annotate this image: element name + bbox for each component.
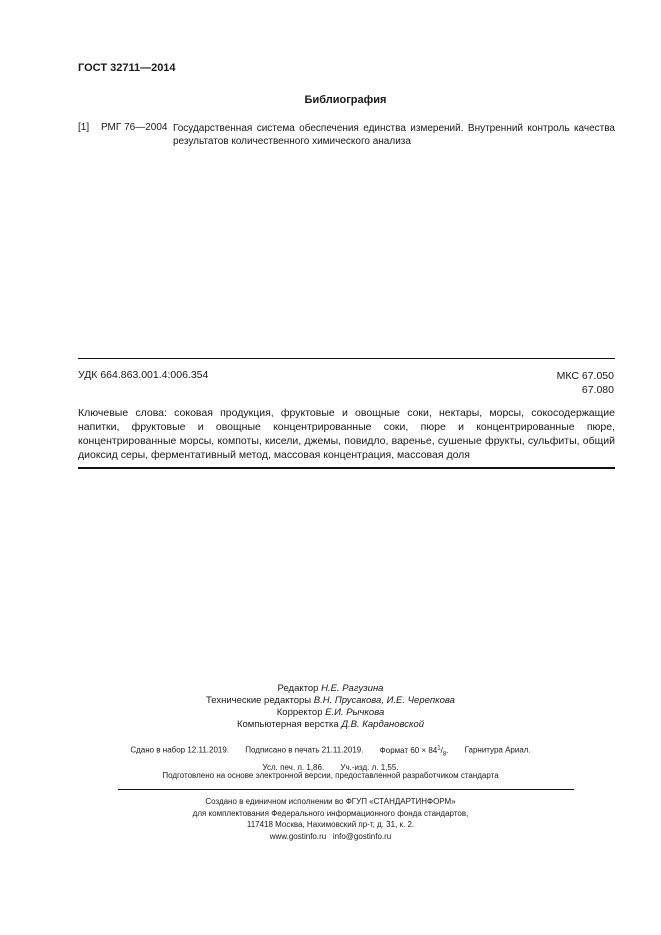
credit-layout [0,719,661,731]
credit-role: Компьютерная верстка [236,719,339,730]
credit-name: В.Н. Прусакова, И.Е. Черепкова [313,695,455,706]
imprint-typeface: Гарнитура Ариал. [464,745,531,755]
credit-name: Д.В. Кардановской [341,719,425,730]
imprint-print-sheets: Усл. печ. л. 1,86. [262,763,325,773]
bibliography-entry-number: [1] [78,122,90,133]
publisher-block [0,796,661,842]
credit-editor [0,683,661,695]
publisher-contacts [0,831,661,843]
imprint-format-prefix: Формат 60 × 84 [379,745,438,755]
mks-line-1: МКС 67.050 [556,370,614,382]
keywords-divider [78,467,615,469]
keywords-paragraph: Ключевые слова: соковая продукция, фруктовые и овощные соки, нектары, морсы, сокосодержащие напитки, фруктовые и овощные концентрированные соки, пюре и концентрированные пюре, концентрированные морсы, компоты, кисели, джемы, повидло, варенье, сушеные фрукты, сульфиты, общий диоксид серы, ферментативный метод, массовая концентрация, массовая доля [78,407,615,461]
imprint-format-den: 8 [442,751,447,758]
credit-role: Технические редакторы [206,695,312,706]
credit-role: Редактор [277,683,319,694]
prepared-note: Подготовлено на основе электронной версии, предоставленной разработчиком стандарта [162,771,499,780]
credit-name: Н.Е. Рагузина [321,683,384,694]
publisher-line-1: Создано в единичном исполнении во ФГУП «СТАНДАРТИНФОРМ» [205,797,456,806]
bibliography-entry-text: Государственная система обеспечения единства измерений. Внутренний контроль качества результатов количественного химического анализа [173,123,615,147]
bibliography-entry-code: РМГ 76—2004 [101,122,168,133]
imprint-block [0,742,661,774]
document-header: ГОСТ 32711—2014 [78,62,176,74]
credit-role: Корректор [276,707,323,718]
imprint-set-date: Сдано в набор 12.11.2019. [130,745,230,755]
publisher-line-2: для комплектования Федерального информационного фонда стандартов, [192,808,469,818]
publisher-divider [118,789,574,790]
imprint-format: Формат $60 \times 84^1/_8$. [379,745,449,758]
top-divider [78,358,615,359]
mks-line-2: 67.080 [581,384,614,396]
credits-block [0,683,661,731]
imprint-format-num: 1 [437,745,441,751]
imprint-line-1 [0,742,661,761]
publisher-line-3: 117418 Москва, Нахимовский пр-т, д. 31, к. 2. [246,820,415,829]
publisher-website: www.gostinfo.ru [269,831,327,841]
udk-code: УДК 664.863.001.4:006.354 [78,369,209,381]
publisher-email: info@gostinfo.ru [332,831,392,841]
imprint-pub-sheets: Уч.-изд. л. 1,55. [340,763,399,773]
credit-corrector [0,707,661,719]
bibliography-title: Библиография [304,94,387,106]
mks-code [557,369,614,397]
credit-name: Е.И. Рычкова [325,707,385,718]
imprint-signed-date: Подписано в печать 21.11.2019. [245,745,364,755]
credit-tech-editors [0,695,661,707]
